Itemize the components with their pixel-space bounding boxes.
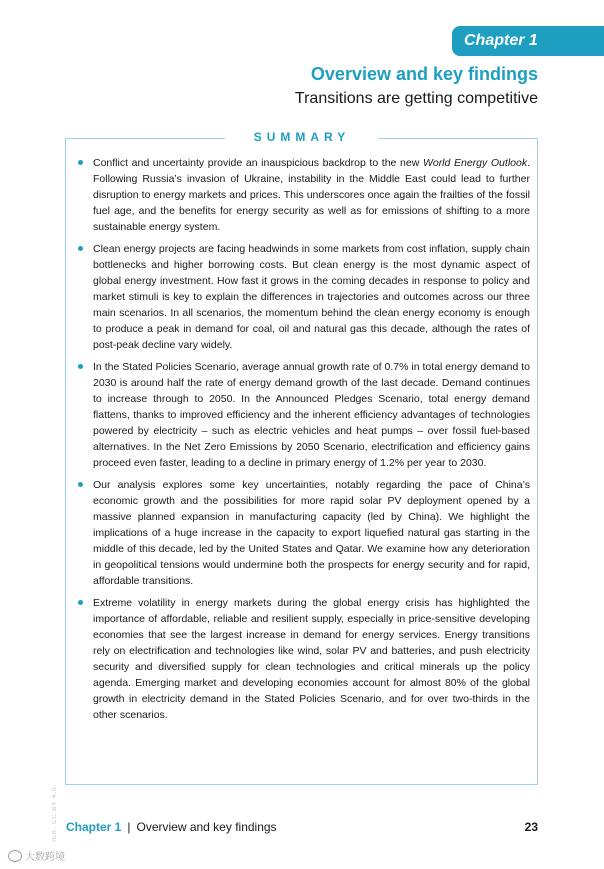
page-subtitle: Transitions are getting competitive <box>294 90 538 107</box>
bullet-dot-icon <box>78 364 83 369</box>
chapter-tab: Chapter 1 <box>452 26 604 56</box>
summary-bullet-5 <box>77 595 530 723</box>
bullet-dot-icon <box>78 246 83 251</box>
footer-chapter <box>66 820 277 834</box>
bullet-2-text: Clean energy projects are facing headwinds in some markets from cost inflation, supply chain bottlenecks and higher borrowing costs. But clean energy is the most dynamic aspect of global energy investment. How fast it grows in the coming decades in response to policy and market stimuli is key to explain the differences in trajectories and outcomes across our three main scenarios. In all scenarios, the momentum behind the clean energy economy is enough to produce a peak in demand for coal, oil and natural gas this decade, although the rates of post-peak decline vary widely. <box>93 243 530 351</box>
watermark <box>8 848 65 863</box>
bullet-dot-icon <box>78 160 83 165</box>
summary-bullet-3 <box>77 359 530 471</box>
summary-bullet-1 <box>77 155 530 235</box>
footer-separator: | <box>127 820 131 834</box>
summary-heading: SUMMARY <box>253 130 351 144</box>
bullet-3-text: In the Stated Policies Scenario, average annual growth rate of 0.7% in total energy demand to 2030 is around half the rate of energy demand growth of the last decade. Demand continues to increase through to 2050. In the Announced Pledges Scenario, total energy demand flattens, thanks to improved efficiency and the inherent efficiency advantages of technologies powered by electricity – such as electric vehicles and heat pumps – over fossil fuel-based alternatives. In the Net Zero Emissions by 2050 Scenario, electrification and efficiency gains proceed even faster, leading to a decline in primary energy of 1.2% per year to 2030. <box>93 361 530 469</box>
bullet-4-text: Our analysis explores some key uncertainties, notably regarding the pace of China’s economic growth and the possibilities for more rapid solar PV deployment opened by a massive planned expansion in manufacturing capacity (led by China). We highlight the implications of a huge increase in the capacity to export liquefied natural gas starting in the middle of this decade, led by the United States and Qatar. We examine how any deterioration in geopolitical tensions would undermine both the prospects for energy security and for rapid, affordable transitions. <box>93 479 530 587</box>
page-number: 23 <box>524 820 538 834</box>
footer-chapter-title: Overview and key findings <box>136 820 277 834</box>
watermark-logo-icon <box>8 850 22 862</box>
summary-rule-left <box>65 138 225 139</box>
summary-bullet-2 <box>77 241 530 353</box>
footer-chapter-label: Chapter 1 <box>66 820 122 834</box>
watermark-text: 大数跨境 <box>25 852 65 863</box>
page-title: Overview and key findings <box>310 64 538 84</box>
summary-bullet-4 <box>77 477 530 589</box>
license-note: IEA. CC BY 4.0. <box>52 784 58 842</box>
bullet-1-text-post: . Following Russia’s invasion of Ukraine, instability in the Middle East could lead to further disruption to energy markets and prices. This underscores once again the frailties of the fossil fuel age, and the benefits for energy security as well as for emissions of shifting to a more sustainable energy system. <box>93 157 530 233</box>
summary-bullet-list <box>77 155 530 729</box>
bullet-1-text-em: World Energy Outlook <box>422 157 528 169</box>
bullet-dot-icon <box>78 600 83 605</box>
summary-rule-right <box>378 138 538 139</box>
summary-box <box>65 130 538 785</box>
bullet-1-text-pre: Conflict and uncertainty provide an inauspicious backdrop to the new <box>93 157 423 169</box>
bullet-dot-icon <box>78 482 83 487</box>
bullet-5-text: Extreme volatility in energy markets during the global energy crisis has highlighted the importance of affordable, reliable and resilient supply, especially in price-sensitive developing economies that see the largest increase in demand for energy services. Energy transitions rely on electrification and technologies like wind, solar PV and batteries, and push electricity security and diversified supply for clean technologies and critical minerals up the policy agenda. Emerging market and developing economies account for almost 80% of the global growth in electricity demand in the Stated Policies Scenario, and for over two-thirds in the other scenarios. <box>93 597 530 721</box>
